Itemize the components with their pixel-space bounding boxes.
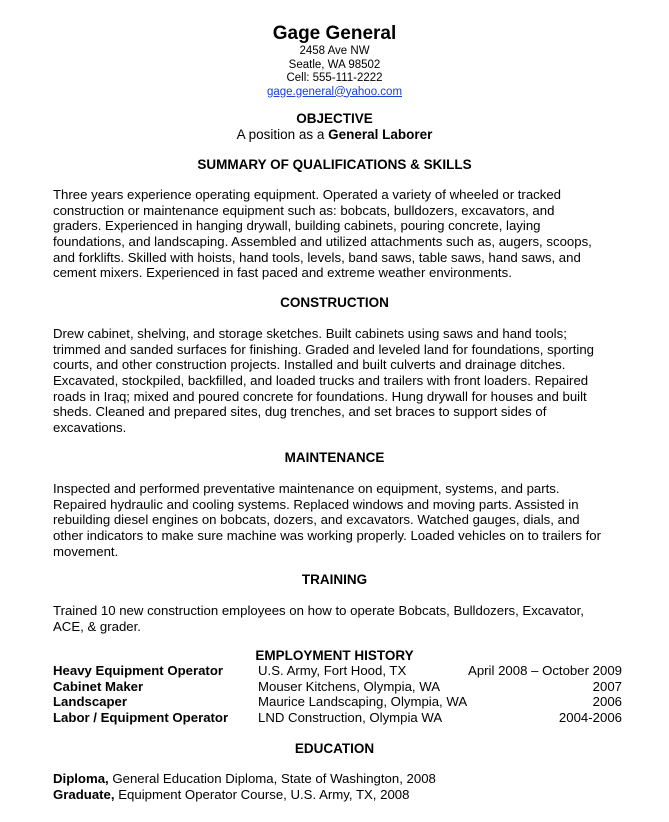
summary-line: Three years experience operating equipment. Operated a variety of wheeled or tracked xyxy=(53,187,562,202)
employment-row xyxy=(53,679,625,695)
objective-prefix: A position as a xyxy=(236,127,329,142)
summary-paragraph xyxy=(53,187,633,281)
construction-line: Excavated, stockpiled, backfilled, and loaded trucks and trailers with front loaders. Repaired xyxy=(53,373,589,389)
maintenance-line: Inspected and performed preventative maintenance on equipment, systems, and parts. xyxy=(53,481,560,496)
education-degree: Graduate, xyxy=(53,786,115,802)
job-title: Labor / Equipment Operator xyxy=(53,709,229,725)
employment-row xyxy=(53,663,625,679)
training-line: ACE, & grader. xyxy=(53,618,141,634)
summary-line: cement mixers. Experienced in fast paced and extreme weather environments. xyxy=(53,265,512,281)
training-heading: TRAINING xyxy=(301,572,368,587)
objective-heading: OBJECTIVE xyxy=(296,111,373,126)
employment-table xyxy=(53,663,625,725)
job-title: Heavy Equipment Operator xyxy=(53,663,224,678)
education-item xyxy=(53,771,436,787)
summary-line: graders. Experienced in hanging drywall, building cabinets, pouring concrete, laying xyxy=(53,218,541,234)
construction-heading: CONSTRUCTION xyxy=(280,295,389,310)
employment-dates: April 2008 – October 2009 xyxy=(468,663,622,678)
education-heading: EDUCATION xyxy=(294,741,375,756)
construction-line: roads in Iraq; mixed and poured concrete for foundations. Hung drywall for houses and built xyxy=(53,388,587,404)
address-line-1: 2458 Ave NW xyxy=(299,45,370,57)
education-list xyxy=(53,771,436,802)
education-degree: Diploma, xyxy=(53,771,109,786)
phone-number: Cell: 555-111-2222 xyxy=(286,72,383,84)
summary-line: construction or maintenance equipment such as: bobcats, bulldozers, excavators, and xyxy=(53,202,555,218)
objective-position: General Laborer xyxy=(328,127,433,142)
employment-dates: 2006 xyxy=(592,694,622,710)
maintenance-line: rebuilding diesel engines on bobcats, dozers, and excavators. Watched gauges, dials, and xyxy=(53,512,580,528)
maintenance-line: movement. xyxy=(53,543,119,559)
construction-line: courts, and other construction projects. Installed and built culverts and drainage ditches. xyxy=(53,357,566,373)
education-detail: Equipment Operator Course, U.S. Army, TX, 2008 xyxy=(114,786,410,802)
employer: LND Construction, Olympia WA xyxy=(258,709,443,725)
employment-row xyxy=(53,694,625,710)
objective-text xyxy=(0,127,669,143)
construction-line: excavations. xyxy=(53,420,127,436)
construction-line: sheds. Cleaned and prepared sites, dug trenches, and set braces to support sides of xyxy=(53,404,547,420)
summary-heading: SUMMARY OF QUALIFICATIONS & SKILLS xyxy=(197,157,472,172)
employer: U.S. Army, Fort Hood, TX xyxy=(258,663,407,678)
email-link[interactable]: gage.general@yahoo.com xyxy=(266,85,403,98)
employer: Mouser Kitchens, Olympia, WA xyxy=(258,678,440,694)
maintenance-line: other indicators to make sure machine was working properly. Loaded vehicles on to trailers for xyxy=(53,528,602,544)
construction-line: trimmed and sanded surfaces for finishing. Graded and leveled land for foundations, sporting xyxy=(53,341,595,357)
address-line-2: Seatle, WA 98502 xyxy=(288,58,381,71)
education-detail: General Education Diploma, State of Washington, 2008 xyxy=(108,771,436,786)
job-title: Cabinet Maker xyxy=(53,678,144,694)
maintenance-paragraph xyxy=(53,481,633,559)
education-item xyxy=(53,787,436,803)
contact-block xyxy=(0,45,669,99)
maintenance-line: Repaired hydraulic and cooling systems. Replaced windows and moving parts. Assisted in xyxy=(53,496,579,512)
employment-dates: 2004-2006 xyxy=(558,709,622,725)
employment-row xyxy=(53,710,625,726)
training-line: Trained 10 new construction employees on how to operate Bobcats, Bulldozers, Excavator, xyxy=(53,603,584,618)
summary-line: foundations, and landscaping. Assembled and utilized attachments such as, augers, scoops, xyxy=(53,234,592,250)
maintenance-heading: MAINTENANCE xyxy=(284,450,385,465)
training-paragraph xyxy=(53,603,633,634)
employment-heading: EMPLOYMENT HISTORY xyxy=(255,648,414,663)
construction-paragraph xyxy=(53,326,633,436)
job-title: Landscaper xyxy=(53,694,128,710)
summary-line: and forklifts. Skilled with hoists, hand tools, levels, band saws, table saws, hand saws, and xyxy=(53,249,581,265)
construction-line: Drew cabinet, shelving, and storage sketches. Built cabinets using saws and hand tools; xyxy=(53,326,567,341)
applicant-name: Gage General xyxy=(272,23,397,44)
employer: Maurice Landscaping, Olympia, WA xyxy=(258,694,468,710)
employment-dates: 2007 xyxy=(592,678,622,694)
